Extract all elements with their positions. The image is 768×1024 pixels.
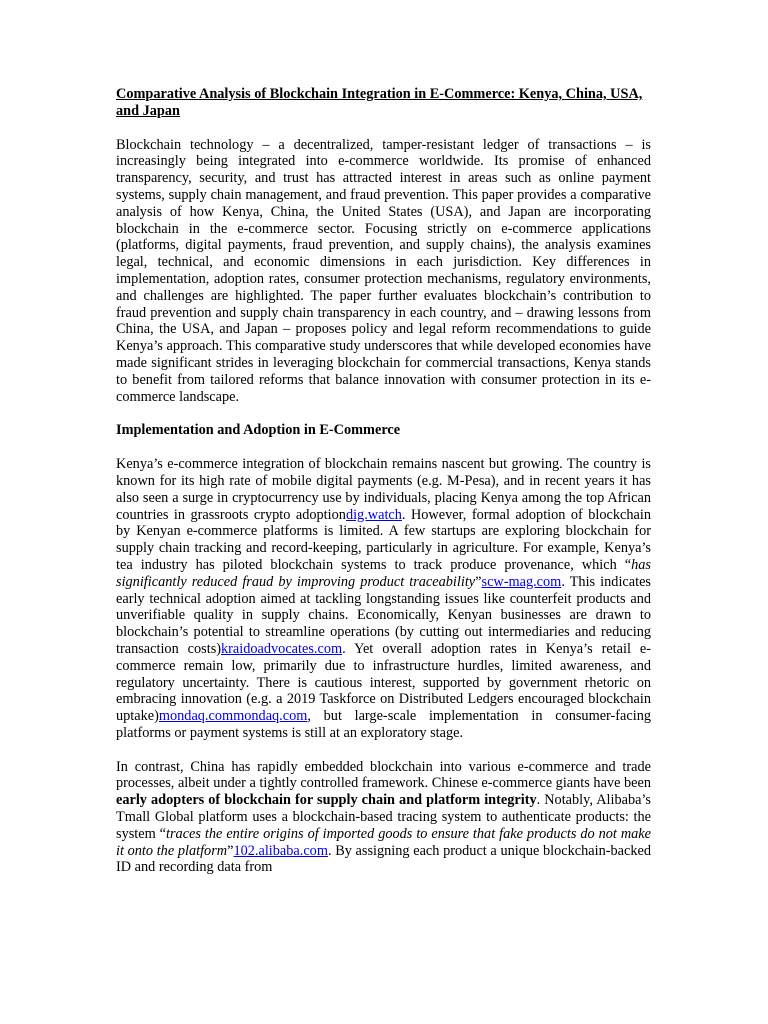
source-link-dig-watch[interactable]: dig.watch xyxy=(345,506,402,523)
china-text-1: In contrast, China has rapidly embedded blockchain into various e-commerce and trade processes, albeit under a tightly controlled framework. Chinese e-commerce giants have been xyxy=(116,758,651,792)
section-heading: Implementation and Adoption in E-Commerce xyxy=(116,422,401,439)
source-link-mondaq[interactable]: mondaq.commondaq.com xyxy=(158,708,308,725)
document-title: Comparative Analysis of Blockchain Integration in E-Commerce: Kenya, China, USA, and Japan xyxy=(116,86,643,119)
kenya-text-6: , but large-scale implementation in consumer-facing platforms or payment systems is still at an exploratory stage. xyxy=(116,708,651,741)
kenya-quote: has significantly reduced fraud by improving product traceability xyxy=(116,556,651,590)
china-bold-phrase: early adopters of blockchain for supply chain and platform integrity xyxy=(116,792,537,809)
china-quote: traces the entire origins of imported goods to ensure that fake products do not make it onto the platform xyxy=(116,825,651,859)
china-paragraph xyxy=(116,759,651,877)
china-text-3: ” xyxy=(227,842,234,859)
china-text-2: . Notably, Alibaba’s Tmall Global platform uses a blockchain-based tracing system to authenticate products: the system “ xyxy=(116,792,651,842)
kenya-text-2: . However, formal adoption of blockchain by Kenyan e-commerce platforms is limited. A few startups are exploring blockchain for supply chain tracking and record-keeping, particularly in agriculture. For example, Kenya’s tea industry has piloted blockchain systems to track produce provenance, which “ xyxy=(116,506,652,573)
document-page xyxy=(116,86,651,893)
source-link-kraidoadvocates[interactable]: kraidoadvocates.com xyxy=(221,640,343,657)
kenya-paragraph xyxy=(116,456,651,742)
abstract-paragraph: Blockchain technology – a decentralized, tamper-resistant ledger of transactions – is increasingly being integrated into e-commerce worldwide. Its promise of enhanced transparency, security, and trust has attracted interest in areas such as online payment systems, supply chain management, and fraud prevention. This paper provides a comparative analysis of how Kenya, China, the United States (USA), and Japan are incorporating blockchain in the e-commerce sector. Focusing strictly on e-commerce applications (platforms, digital payments, fraud prevention, and supply chains), the analysis examines legal, technical, and economic dimensions in each jurisdiction. Key differences in implementation, adoption rates, consumer protection mechanisms, regulatory environments, and challenges are highlighted. The paper further evaluates blockchain’s contribution to fraud prevention and supply chain transparency in each country, and – drawing lessons from China, the USA, and Japan – proposes policy and legal reform recommendations to guide Kenya’s approach. This comparative study underscores that while developed economies have made significant strides in leveraging blockchain for commercial transactions, Kenya stands to benefit from tailored reforms that balance innovation with consumer protection in its e-commerce landscape. xyxy=(116,136,651,405)
kenya-text-4: . This indicates early technical adoption aimed at tackling longstanding issues like counterfeit products and unverifiable quality in supply chains. Economically, Kenyan businesses are drawn to blockchain’s potential to streamline operations (by cutting out intermediaries and reducing transaction costs) xyxy=(116,573,651,657)
kenya-text-5: . Yet overall adoption rates in Kenya’s retail e-commerce remain low, primarily due to infrastructure hurdles, limited awareness, and regulatory uncertainty. There is cautious interest, supported by government rhetoric on embracing innovation (e.g. a 2019 Taskforce on Distributed Ledgers encouraged blockchain uptake) xyxy=(116,640,651,725)
kenya-text-1: Kenya’s e-commerce integration of blockchain remains nascent but growing. The country is known for its high rate of mobile digital payments (e.g. M-Pesa), and in recent years it has also seen a surge in cryptocurrency use by individuals, placing Kenya among the top African countries in grassroots crypto adoption xyxy=(116,456,651,523)
source-link-alibaba[interactable]: 102.alibaba.com xyxy=(233,842,328,859)
kenya-text-3: ” xyxy=(475,573,482,590)
china-text-4: . By assigning each product a unique blockchain-backed ID and recording data from xyxy=(116,842,651,876)
source-link-scw-mag[interactable]: scw-mag.com xyxy=(481,573,562,590)
